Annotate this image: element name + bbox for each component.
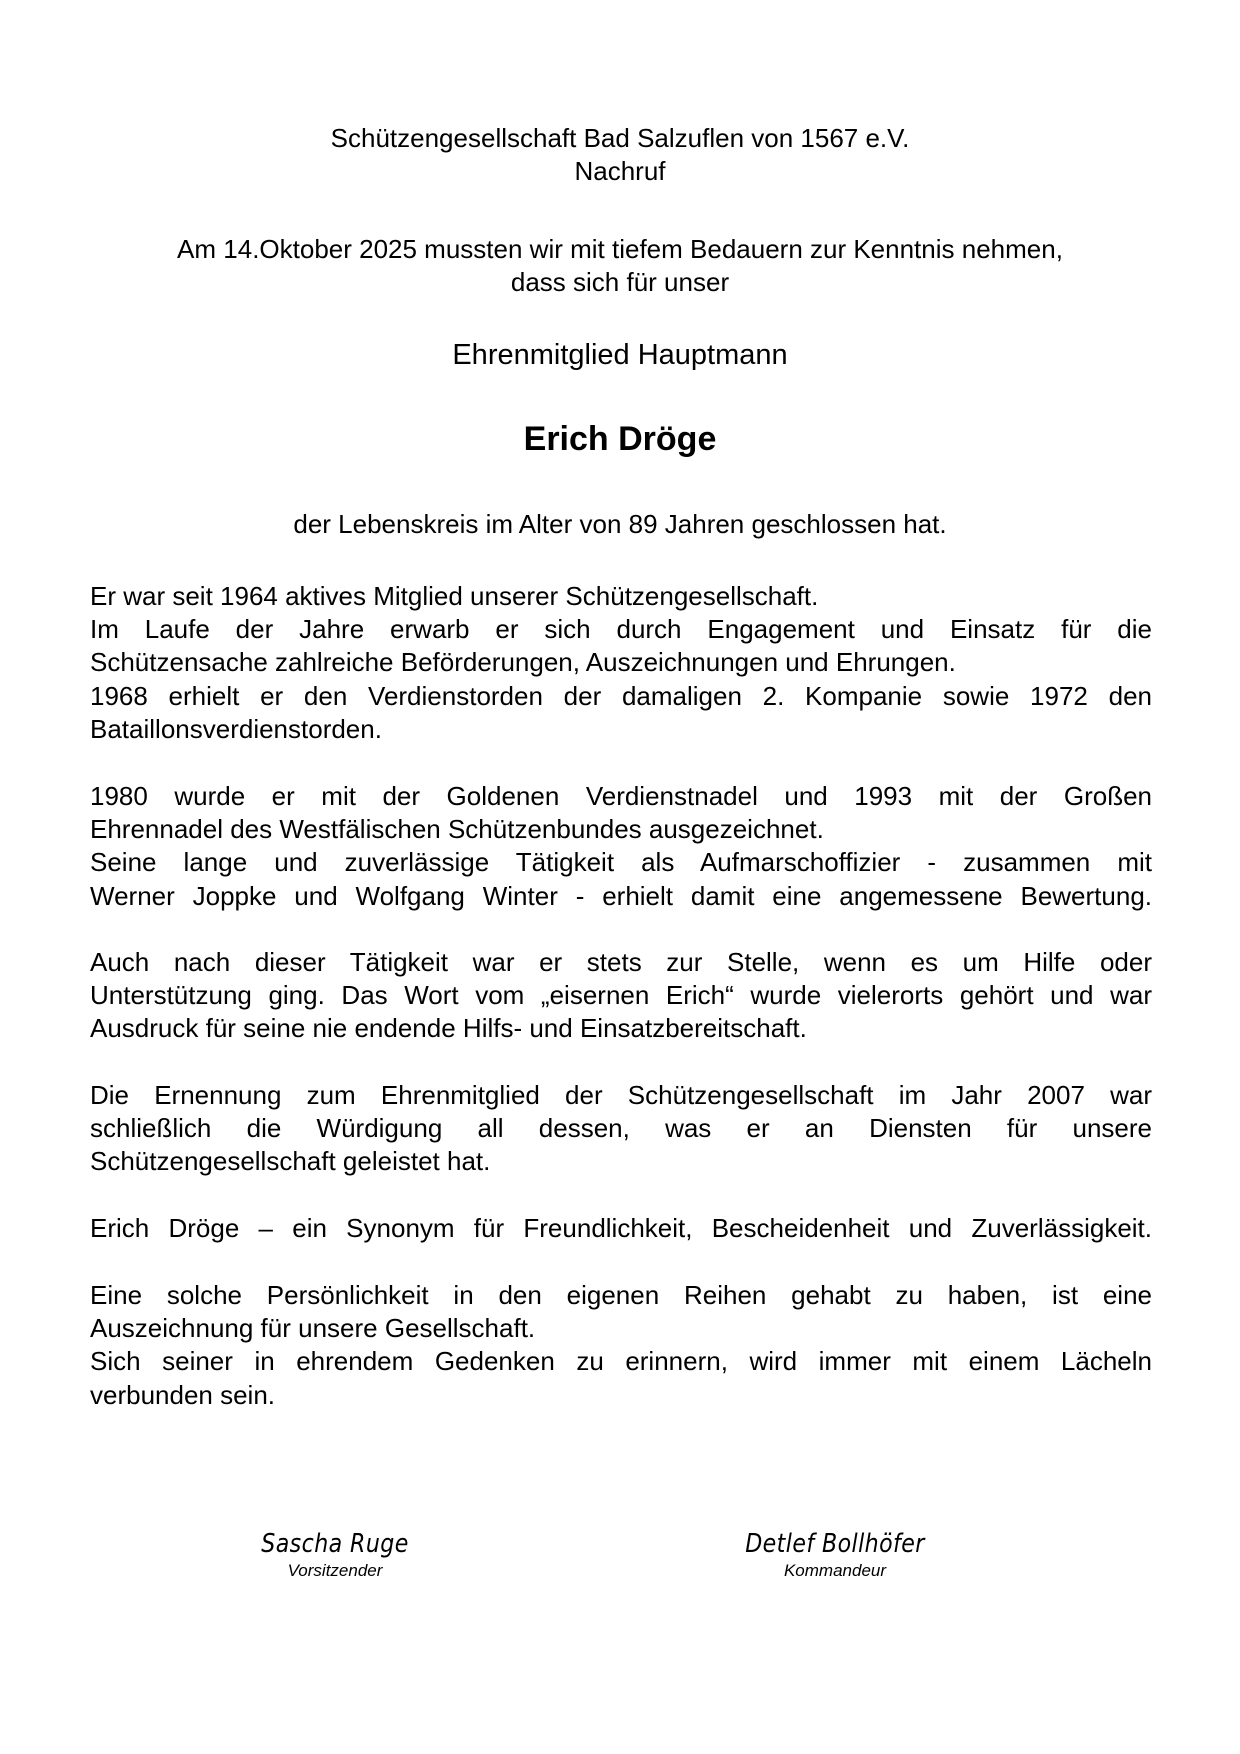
body-line: Unterstützung ging. Das Wort vom „eisernen Erich“ wurde vielerorts gehört und war [90, 980, 1152, 1011]
body-line: Ausdruck für seine nie endende Hilfs- und Einsatzbereitschaft. [90, 1013, 807, 1044]
document-type: Nachruf [574, 156, 666, 186]
body-line: Sich seiner in ehrendem Gedenken zu erinnern, wird immer mit einem Lächeln [90, 1346, 1152, 1377]
paragraph-awards [90, 780, 1152, 913]
closing-intro: der Lebenskreis im Alter von 89 Jahren geschlossen hat. [293, 509, 947, 539]
body-line: Erich Dröge – ein Synonym für Freundlichkeit, Bescheidenheit und Zuverlässigkeit. [90, 1213, 1152, 1243]
paragraph-honorary-membership [90, 1079, 1152, 1179]
body-line: Auszeichnung für unsere Gesellschaft. [90, 1313, 536, 1344]
body-line: Ehrennadel des Westfälischen Schützenbundes ausgezeichnet. [90, 814, 824, 845]
body-line: Werner Joppke und Wolfgang Winter - erhielt damit eine angemessene Bewertung. [90, 880, 1152, 911]
intro-line-1: Am 14.Oktober 2025 mussten wir mit tiefem Bedauern zur Kenntnis nehmen, [177, 234, 1063, 264]
body-line: Schützengesellschaft geleistet hat. [90, 1146, 491, 1177]
body-line: Auch nach dieser Tätigkeit war er stets zur Stelle, wenn es um Hilfe oder [90, 947, 1152, 977]
signature-role: Vorsitzender [287, 1561, 383, 1580]
signature-role: Kommandeur [783, 1561, 887, 1580]
paragraph-synonym [90, 1212, 1152, 1245]
body-line: Bataillonsverdienstorden. [90, 713, 382, 744]
signature-commander [720, 1528, 950, 1582]
intro-line-2: dass sich für unser [510, 267, 730, 297]
honoree-rank: Ehrenmitglied Hauptmann [452, 339, 788, 371]
signature-name: Detlef Bollhöfer [745, 1529, 925, 1559]
body-line: Die Ernennung zum Ehrenmitglied der Schützengesellschaft im Jahr 2007 war [90, 1080, 1152, 1110]
signature-name: Sascha Ruge [261, 1529, 409, 1559]
body-line: Er war seit 1964 aktives Mitglied unserer Schützengesellschaft. [90, 581, 819, 611]
honoree-name: Erich Dröge [523, 420, 717, 458]
paragraph-service [90, 946, 1152, 1046]
paragraph-remembrance [90, 1279, 1152, 1412]
body-line: schließlich die Würdigung all dessen, was er an Diensten für unsere [90, 1113, 1152, 1144]
body-line: verbunden sein. [90, 1379, 276, 1410]
body-line: Schützensache zahlreiche Beförderungen, Auszeichnungen und Ehrungen. [90, 647, 956, 678]
paragraph-membership [90, 580, 1152, 746]
body-line: Seine lange und zuverlässige Tätigkeit als Aufmarschoffizier - zusammen mit [90, 847, 1152, 878]
body-line: 1968 erhielt er den Verdienstorden der damaligen 2. Kompanie sowie 1972 den [90, 680, 1152, 711]
body-line: 1980 wurde er mit der Goldenen Verdienstnadel und 1993 mit der Großen [90, 781, 1152, 811]
signature-chairman [230, 1528, 440, 1582]
organization-name: Schützengesellschaft Bad Salzuflen von 1567 e.V. [330, 123, 910, 153]
body-line: Im Laufe der Jahre erwarb er sich durch Engagement und Einsatz für die [90, 614, 1152, 645]
body-line: Eine solche Persönlichkeit in den eigenen Reihen gehabt zu haben, ist eine [90, 1280, 1152, 1310]
